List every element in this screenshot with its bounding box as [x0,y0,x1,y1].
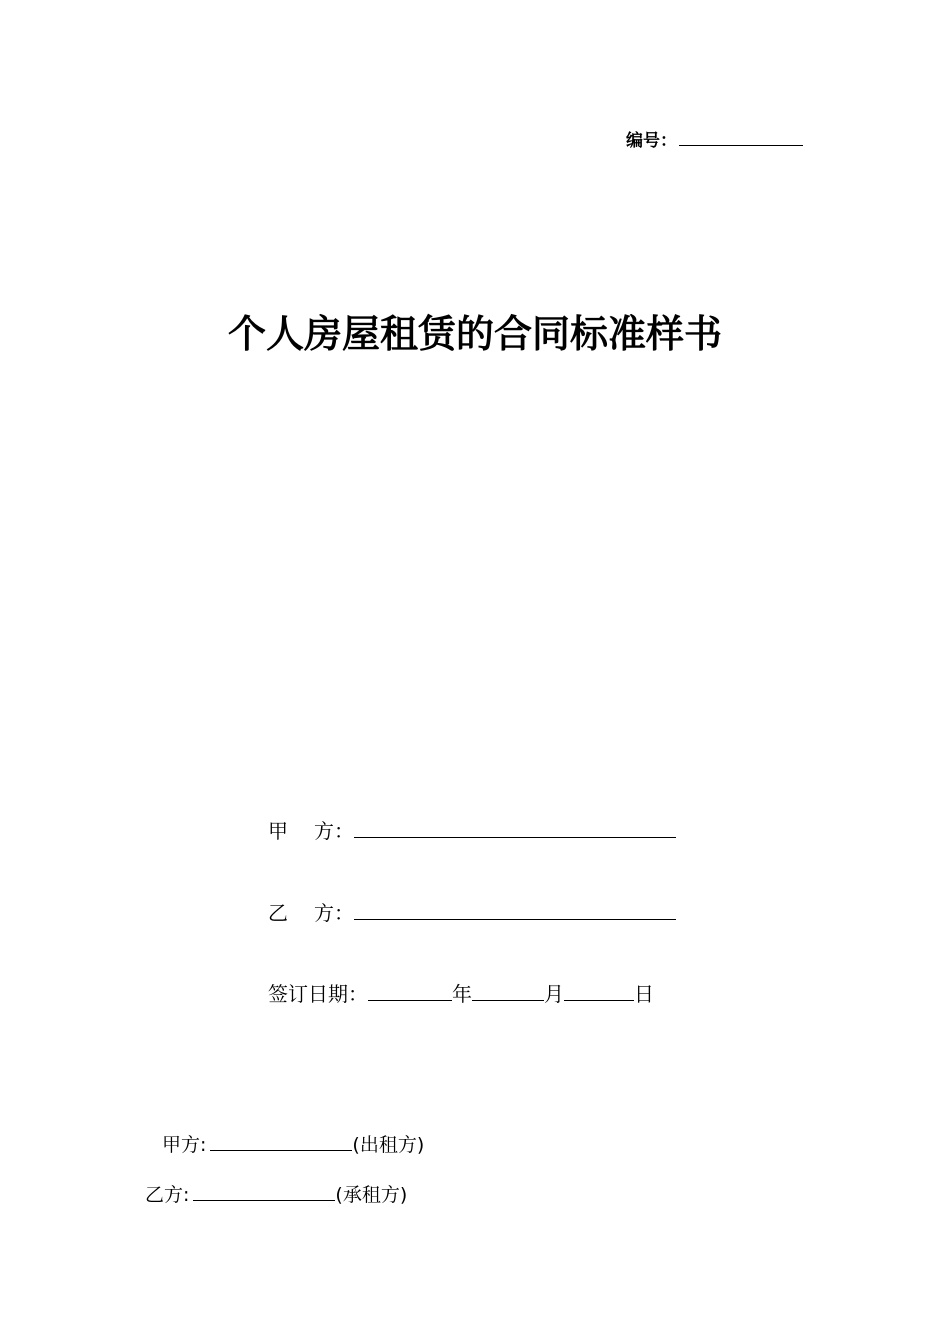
signature-party-b-role: (承租方) [335,1184,408,1206]
month-blank [472,999,544,1001]
cover-party-b-label-suffix: 方： [314,901,354,925]
document-number-label: 编号： [626,131,677,151]
cover-party-a-blank [354,836,676,838]
year-blank [368,999,452,1001]
cover-party-b-label: 乙 [268,901,288,925]
cover-party-a-line [268,815,676,844]
signing-date-line [268,978,654,1007]
signature-party-b-line [145,1180,407,1207]
signature-party-a-role: (出租方) [352,1134,425,1156]
signing-date-label: 签订日期： [268,982,368,1006]
cover-party-a-label: 甲 [268,819,288,843]
signature-party-a-label: 甲方: [162,1134,207,1156]
signature-party-a-line [162,1130,424,1157]
cover-party-a-label-suffix: 方： [314,819,354,843]
cover-party-b-blank [354,918,676,920]
page-title: 个人房屋租赁的合同标准样书 [227,311,722,356]
signature-party-a-blank [210,1149,352,1151]
month-label: 月 [544,982,564,1006]
day-label: 日 [634,982,654,1006]
signature-party-b-label: 乙方: [145,1184,190,1206]
document-number [626,126,803,151]
day-blank [564,999,634,1001]
document-number-blank [679,144,803,146]
signature-party-b-blank [193,1199,335,1201]
year-label: 年 [452,982,472,1006]
cover-party-b-line [268,897,676,926]
